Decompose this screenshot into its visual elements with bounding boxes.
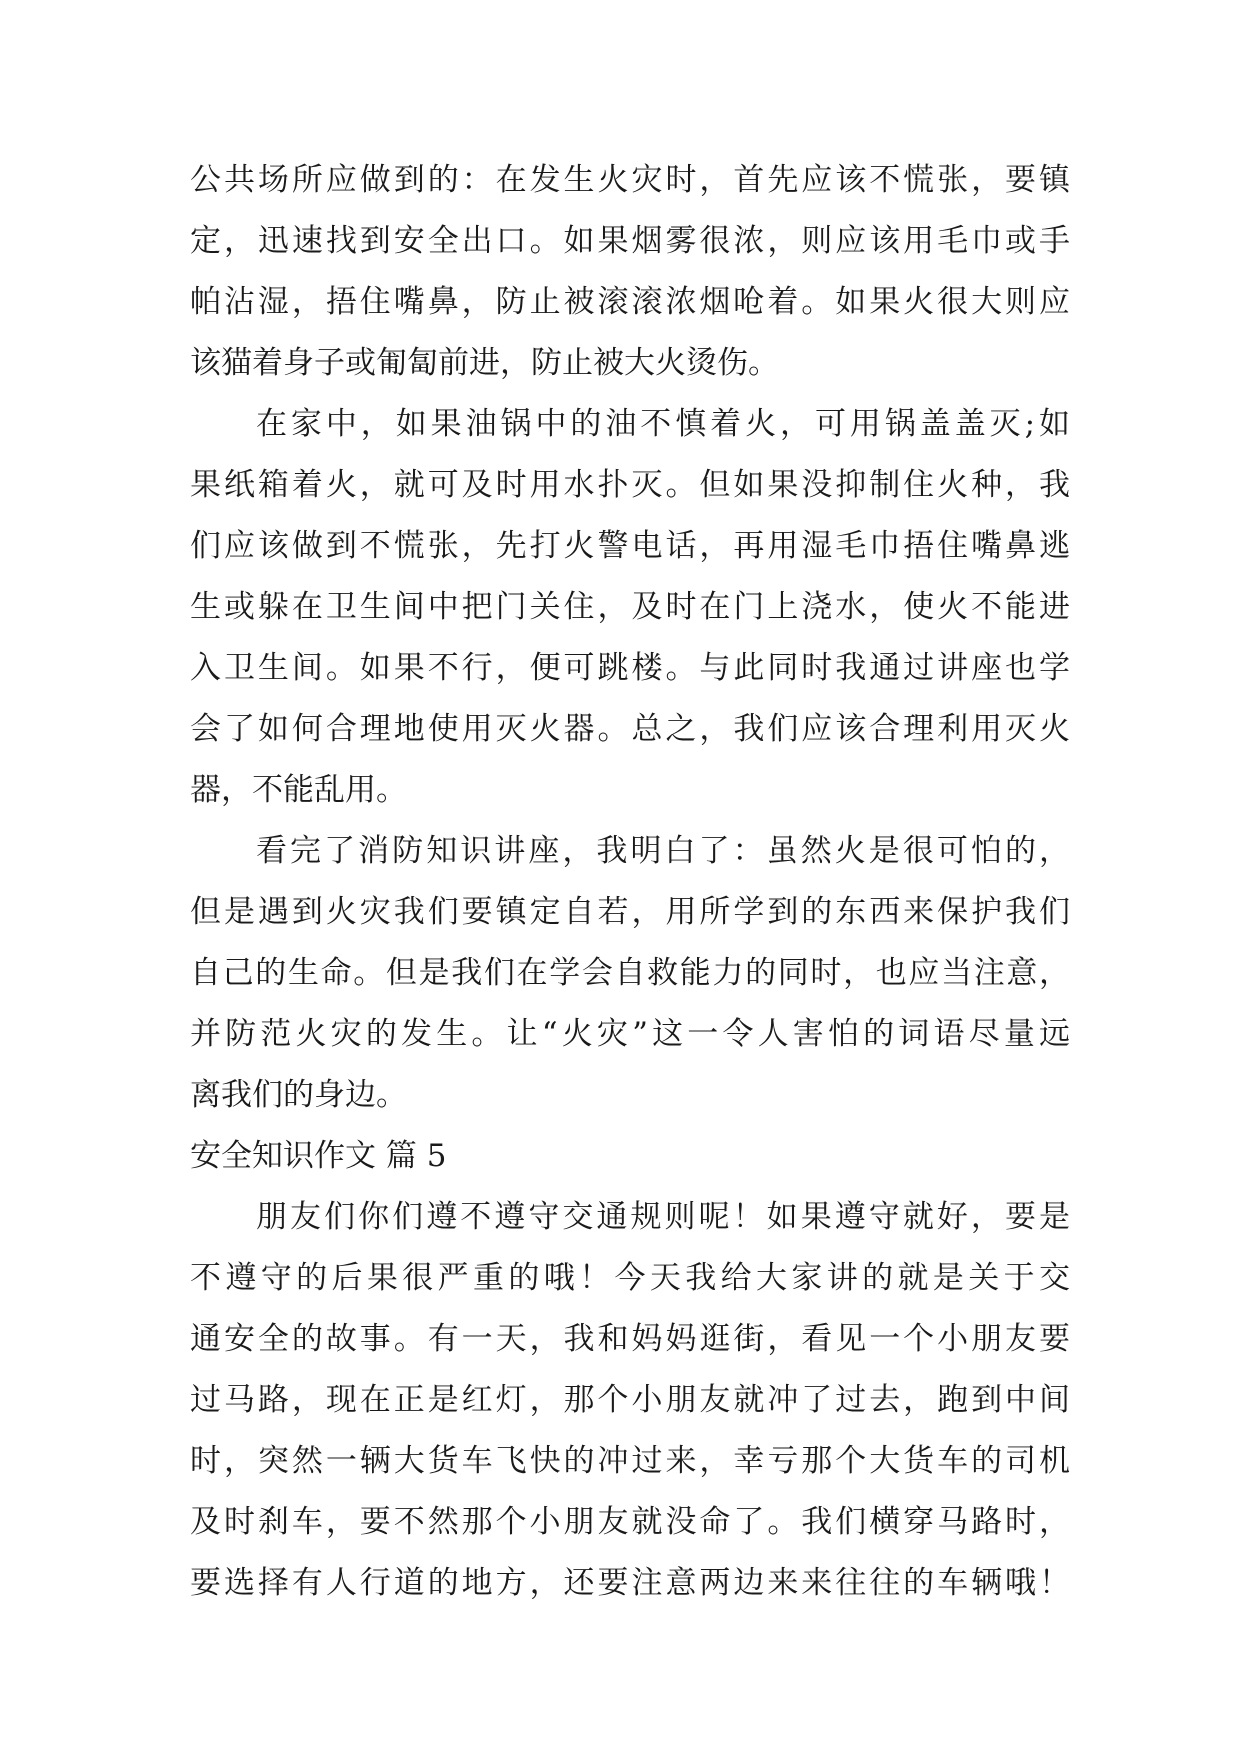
- text-line: 定，迅速找到安全出口。如果烟雾很浓，则应该用毛巾或手: [190, 223, 1070, 259]
- text-line: 们应该做到不慌张，先打火警电话，再用湿毛巾捂住嘴鼻逃: [190, 528, 1070, 564]
- paragraph-conclusion: [190, 821, 1070, 1126]
- text-line: 但是遇到火灾我们要镇定自若，用所学到的东西来保护我们: [190, 894, 1070, 930]
- text-line: 帕沾湿，捂住嘴鼻，防止被滚滚浓烟呛着。如果火很大则应: [190, 284, 1070, 320]
- section-heading: 安全知识作文 篇 5: [190, 1138, 447, 1174]
- paragraph-traffic-safety: [190, 1187, 1070, 1614]
- document-page: [190, 150, 1070, 1614]
- text-line: 在家中，如果油锅中的油不慎着火，可用锅盖盖灭;如: [256, 406, 1070, 442]
- text-line: 生或躲在卫生间中把门关住，及时在门上浇水，使火不能进: [190, 589, 1070, 625]
- text-line: 通安全的故事。有一天，我和妈妈逛街，看见一个小朋友要: [190, 1321, 1070, 1357]
- paragraph-at-home: [190, 394, 1070, 821]
- text-line: 自己的生命。但是我们在学会自救能力的同时，也应当注意，: [190, 955, 1070, 991]
- text-line: 朋友们你们遵不遵守交通规则呢！如果遵守就好，要是: [256, 1199, 1070, 1235]
- text-line: 并防范火灾的发生。让“火灾”这一令人害怕的词语尽量远: [190, 1016, 1070, 1052]
- text-line: 离我们的身边。: [190, 1077, 407, 1113]
- paragraph-public-places: [190, 150, 1070, 394]
- text-line: 及时刹车，要不然那个小朋友就没命了。我们横穿马路时，: [190, 1504, 1070, 1540]
- text-line: 过马路，现在正是红灯，那个小朋友就冲了过去，跑到中间: [190, 1382, 1070, 1418]
- text-line: 要选择有人行道的地方，还要注意两边来来往往的车辆哦！: [190, 1565, 1070, 1601]
- text-line: 入卫生间。如果不行，便可跳楼。与此同时我通过讲座也学: [190, 650, 1070, 686]
- text-line: 果纸箱着火，就可及时用水扑灭。但如果没抑制住火种，我: [190, 467, 1070, 503]
- text-line: 时，突然一辆大货车飞快的冲过来，幸亏那个大货车的司机: [190, 1443, 1070, 1479]
- text-line: 公共场所应做到的：在发生火灾时，首先应该不慌张，要镇: [190, 162, 1070, 198]
- text-line: 器，不能乱用。: [190, 772, 407, 808]
- text-line: 看完了消防知识讲座，我明白了：虽然火是很可怕的，: [256, 833, 1070, 869]
- text-line: 会了如何合理地使用灭火器。总之，我们应该合理利用灭火: [190, 711, 1070, 747]
- text-line: 该猫着身子或匍匐前进，防止被大火烫伤。: [190, 345, 779, 381]
- text-line: 不遵守的后果很严重的哦！今天我给大家讲的就是关于交: [190, 1260, 1070, 1296]
